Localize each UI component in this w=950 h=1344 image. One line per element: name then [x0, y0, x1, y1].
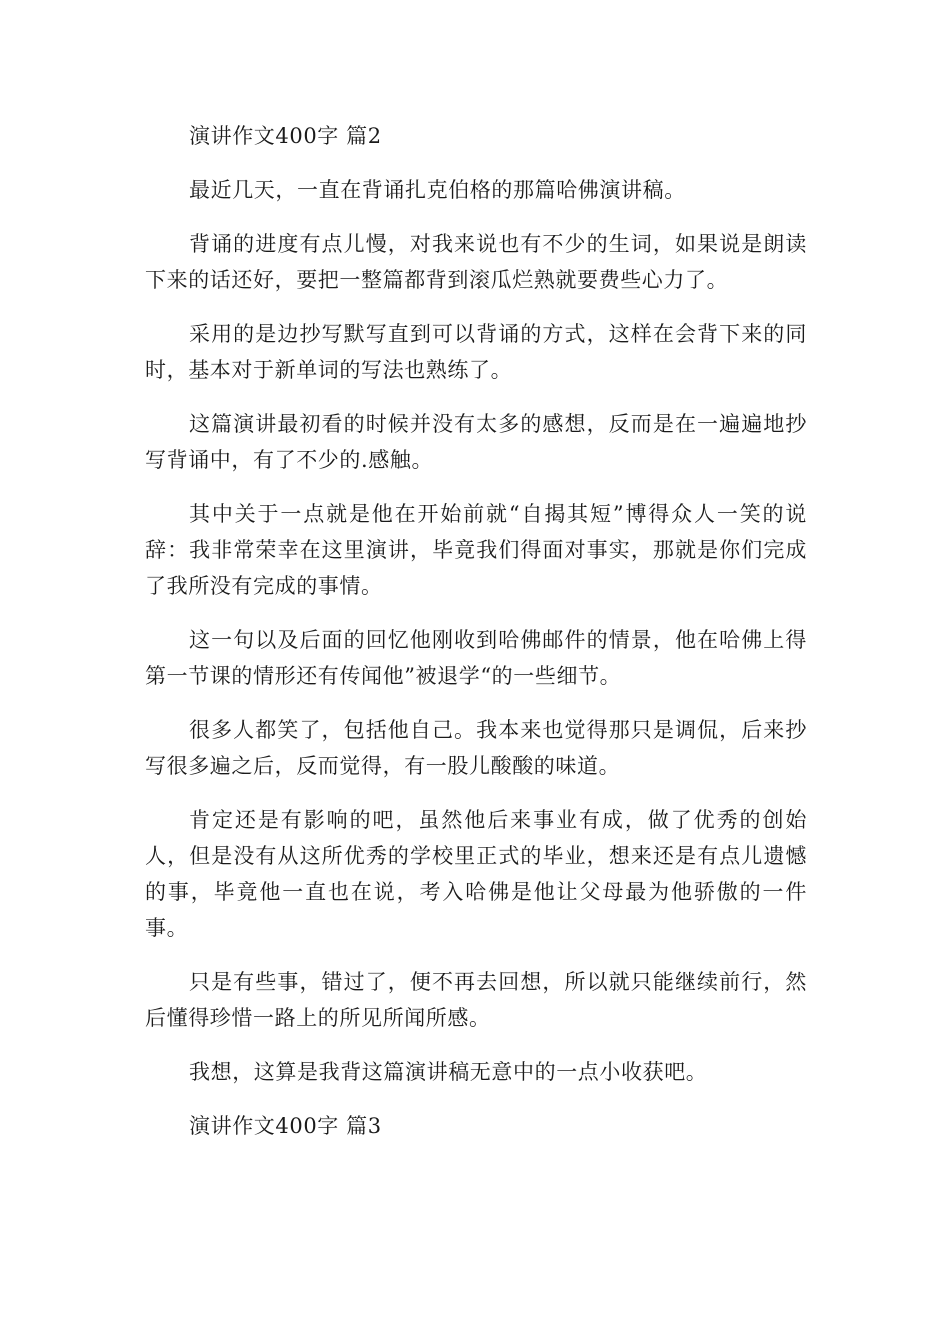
- paragraph: 其中关于一点就是他在开始前就“自揭其短”博得众人一笑的说辞：我非常荣幸在这里演讲，毕竟我们得面对事实，那就是你们完成了我所没有完成的事情。: [145, 502, 807, 598]
- section-heading-3: 演讲作文400字 篇3: [189, 1114, 382, 1138]
- section-heading-2: 演讲作文400字 篇2: [189, 124, 382, 148]
- paragraph: 肯定还是有影响的吧，虽然他后来事业有成，做了优秀的创始人，但是没有从这所优秀的学校里正式的毕业，想来还是有点儿遗憾的事，毕竟他一直也在说，考入哈佛是他让父母最为他骄傲的一件事。: [145, 808, 807, 940]
- document-body: [145, 118, 807, 1162]
- paragraph: 只是有些事，错过了，便不再去回想，所以就只能继续前行，然后懂得珍惜一路上的所见所闻所感。: [145, 970, 807, 1030]
- paragraph: 这篇演讲最初看的时候并没有太多的感想，反而是在一遍遍地抄写背诵中，有了不少的.感触。: [145, 412, 807, 472]
- paragraph: 背诵的进度有点儿慢，对我来说也有不少的生词，如果说是朗读下来的话还好，要把一整篇都背到滚瓜烂熟就要费些心力了。: [145, 232, 807, 292]
- paragraph: 这一句以及后面的回忆他刚收到哈佛邮件的情景，他在哈佛上得第一节课的情形还有传闻他”被退学“的一些细节。: [145, 628, 807, 688]
- paragraph: 很多人都笑了，包括他自己。我本来也觉得那只是调侃，后来抄写很多遍之后，反而觉得，有一股儿酸酸的味道。: [145, 718, 807, 778]
- paragraph: 采用的是边抄写默写直到可以背诵的方式，这样在会背下来的同时，基本对于新单词的写法也熟练了。: [145, 322, 807, 382]
- paragraph: 最近几天，一直在背诵扎克伯格的那篇哈佛演讲稿。: [189, 178, 686, 202]
- paragraph: 我想，这算是我背这篇演讲稿无意中的一点小收获吧。: [189, 1060, 708, 1084]
